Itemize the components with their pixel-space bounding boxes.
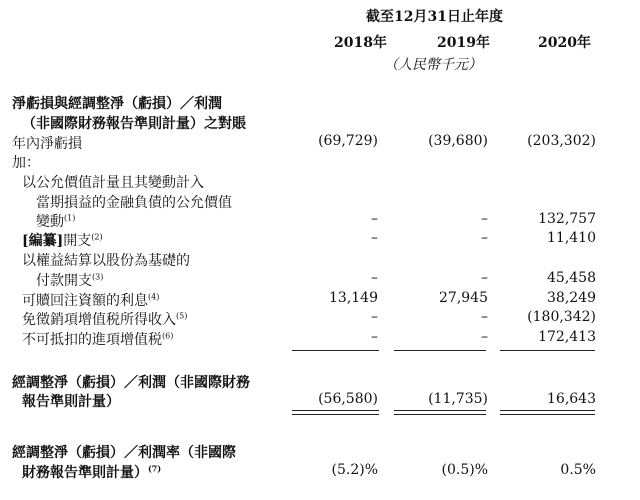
row-label-line2: 報告準則計量） — [22, 394, 120, 410]
subtotal-rule-2018 — [292, 350, 379, 351]
value-2020: 172,413 — [538, 329, 596, 345]
value-2018: – — [371, 270, 378, 286]
footnote-ref: (4) — [148, 292, 160, 302]
footnote-ref: (6) — [162, 331, 174, 341]
footnote-ref: (7) — [148, 463, 162, 474]
value-2019: – — [481, 230, 488, 246]
currency-unit: （人民幣千元） — [384, 57, 482, 73]
value-2019: (11,735) — [428, 391, 488, 407]
row-label: 年內淨虧損 — [12, 136, 82, 152]
value-2020: 16,643 — [547, 391, 596, 407]
value-2020: (203,302) — [527, 133, 596, 149]
row-label-line2: 當期損益的金融負債的公允價值 — [36, 195, 232, 211]
footnote-ref: (1) — [64, 213, 76, 223]
value-2020: 0.5% — [560, 462, 596, 478]
value-2018: – — [371, 309, 378, 325]
footnote-ref: (2) — [91, 232, 103, 242]
value-2019: – — [481, 270, 488, 286]
value-2019: 27,945 — [439, 290, 488, 306]
value-2018: (69,729) — [318, 133, 378, 149]
row-label-line1: 經調整淨（虧損）／利潤（非國際財務 — [12, 375, 250, 391]
row-label-line3: 變動$^{(1)}$ — [36, 213, 76, 230]
value-2020: 132,757 — [538, 211, 596, 227]
row-label-line1: 經調整淨（虧損）／利潤率（非國際 — [12, 445, 236, 461]
row-label: 免徵銷項增值税所得收入$^{(5)}$ — [22, 311, 188, 328]
value-2019: – — [481, 211, 488, 227]
row-label-line2: 付款開支$^{(3)}$ — [36, 272, 104, 289]
period-heading: 截至12月31日止年度 — [366, 9, 503, 25]
value-2020: 38,249 — [547, 290, 596, 306]
value-2018: (56,580) — [318, 391, 378, 407]
year-2020-header: 2020年 — [538, 35, 591, 51]
value-2018: 13,149 — [329, 290, 378, 306]
value-2018: – — [371, 329, 378, 345]
value-2019: (39,680) — [428, 133, 488, 149]
year-2019-header: 2019年 — [437, 35, 490, 51]
value-2019: (0.5)% — [441, 462, 488, 478]
total-rule-2018 — [292, 410, 379, 415]
footnote-ref: (5) — [176, 311, 188, 321]
subtotal-rule-2020 — [500, 350, 595, 351]
year-2018-header: 2018年 — [334, 35, 387, 51]
footnote-ref: (3) — [92, 272, 104, 282]
value-2020: 45,458 — [547, 270, 596, 286]
total-rule-2020 — [500, 410, 595, 415]
row-label: [編纂]開支$^{(2)}$ — [22, 232, 103, 249]
row-label-line2: 財務報告準則計量）$^{(7)}$ — [22, 463, 162, 481]
value-2020: (180,342) — [527, 309, 596, 325]
value-2018: (5.2)% — [331, 462, 378, 478]
value-2019: – — [481, 309, 488, 325]
value-2020: 11,410 — [547, 230, 596, 246]
subtotal-rule-2019 — [394, 350, 486, 351]
section-title-line1: 淨虧損與經調整淨（虧損）／利潤 — [12, 96, 222, 112]
value-2019: – — [481, 329, 488, 345]
row-label: 不可抵扣的進項增值税$^{(6)}$ — [22, 331, 174, 348]
row-label-line1: 以權益結算以股份為基礎的 — [22, 253, 190, 269]
total-rule-2019 — [394, 410, 486, 415]
add-label: 加： — [12, 155, 40, 171]
row-label-line1: 以公允價值計量且其變動計入 — [22, 175, 204, 191]
section-title-line2: （非國際財務報告準則計量）之對賬 — [22, 116, 246, 132]
row-label: 可贖回注資額的利息$^{(4)}$ — [22, 292, 160, 309]
value-2018: – — [371, 211, 378, 227]
value-2018: – — [371, 230, 378, 246]
